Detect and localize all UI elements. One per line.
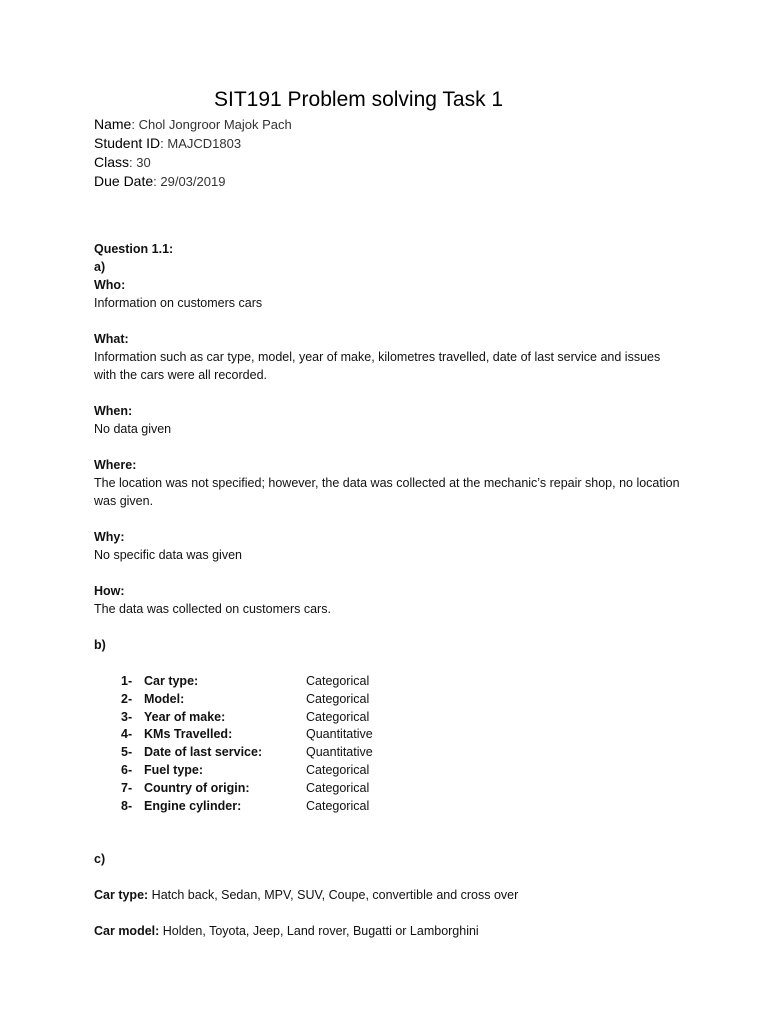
list-number: 1- xyxy=(121,674,133,688)
name-label: Name xyxy=(94,116,132,132)
variable-type: Categorical xyxy=(306,762,370,777)
list-item xyxy=(94,725,694,743)
variable-type: Categorical xyxy=(306,709,370,724)
when-text: No data given xyxy=(94,422,172,436)
why-text: No specific data was given xyxy=(94,548,242,562)
student-id-label: Student ID xyxy=(94,135,161,151)
name-value: : Chol Jongroor Majok Pach xyxy=(131,117,292,132)
part-c-label: c) xyxy=(94,852,106,867)
variable-type: Categorical xyxy=(306,798,370,813)
list-item xyxy=(94,743,694,761)
list-number: 5- xyxy=(121,745,133,760)
class-value: : 30 xyxy=(129,155,151,170)
list-item xyxy=(94,779,694,797)
variable-name: Fuel type: xyxy=(144,762,204,777)
when-heading: When: xyxy=(94,404,133,418)
list-number: 3- xyxy=(121,709,133,724)
variable-name: KMs Travelled: xyxy=(144,727,233,742)
class-row xyxy=(94,153,292,172)
car-type-examples xyxy=(94,886,694,904)
car-model-text: Holden, Toyota, Jeep, Land rover, Bugatti or Lamborghini xyxy=(159,924,479,939)
variable-type: Categorical xyxy=(306,674,370,688)
variable-type: Quantitative xyxy=(306,727,373,742)
variable-name: Car type: xyxy=(144,674,199,688)
part-b-label: b) xyxy=(94,638,106,652)
where-text: The location was not specified; however, the data was collected at the mechanic’s repair shop, no location was given. xyxy=(94,476,680,508)
list-item xyxy=(94,797,694,815)
who-text: Information on customers cars xyxy=(94,296,263,310)
list-number: 4- xyxy=(121,727,133,742)
how-text: The data was collected on customers cars. xyxy=(94,602,331,616)
car-type-text: Hatch back, Sedan, MPV, SUV, Coupe, convertible and cross over xyxy=(148,888,519,903)
variable-list xyxy=(94,672,694,814)
student-id-row xyxy=(94,134,292,153)
car-type-label: Car type: xyxy=(94,888,149,903)
list-number: 6- xyxy=(121,762,133,777)
variable-name: Model: xyxy=(144,691,185,706)
part-a-label: a) xyxy=(94,260,106,274)
class-label: Class xyxy=(94,154,130,170)
variable-name: Country of origin: xyxy=(144,780,250,795)
list-item xyxy=(94,761,694,779)
variable-name: Engine cylinder: xyxy=(144,798,242,813)
list-item xyxy=(94,672,694,690)
question-heading: Question 1.1: xyxy=(94,242,174,256)
list-number: 7- xyxy=(121,780,133,795)
student-id-value: : MAJCD1803 xyxy=(160,136,242,151)
car-model-examples xyxy=(94,922,694,940)
variable-type: Categorical xyxy=(306,780,370,795)
due-date-label: Due Date xyxy=(94,173,154,189)
due-date-value: : 29/03/2019 xyxy=(153,174,226,189)
document-body xyxy=(94,240,694,940)
list-item xyxy=(94,690,694,708)
due-date-row xyxy=(94,172,292,191)
list-item xyxy=(94,708,694,726)
student-details xyxy=(94,115,292,191)
car-model-label: Car model: xyxy=(94,924,160,939)
why-heading: Why: xyxy=(94,530,125,544)
how-heading: How: xyxy=(94,584,125,598)
who-heading: Who: xyxy=(94,278,126,292)
variable-type: Quantitative xyxy=(306,745,373,760)
where-heading: Where: xyxy=(94,458,137,472)
what-heading: What: xyxy=(94,332,129,346)
what-text: Information such as car type, model, year of make, kilometres travelled, date of last service and issues with the cars were all recorded. xyxy=(94,350,661,382)
variable-type: Categorical xyxy=(306,691,370,706)
variable-name: Year of make: xyxy=(144,709,226,724)
variable-name: Date of last service: xyxy=(144,745,263,760)
list-number: 2- xyxy=(121,691,133,706)
list-number: 8- xyxy=(121,798,133,813)
name-row xyxy=(94,115,292,134)
document-title: SIT191 Problem solving Task 1 xyxy=(214,88,504,111)
